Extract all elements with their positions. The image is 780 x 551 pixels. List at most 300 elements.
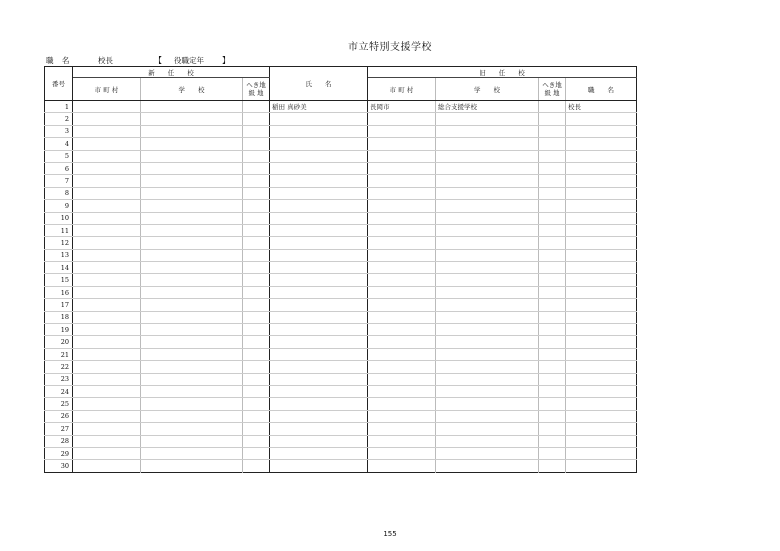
old-school-cell — [436, 447, 539, 459]
new-remote-cell — [243, 324, 270, 336]
old-remote-cell — [539, 200, 566, 212]
new-remote-cell — [243, 125, 270, 137]
old-remote-cell — [539, 311, 566, 323]
job-title-cell — [566, 373, 637, 385]
row-number: 5 — [45, 150, 73, 162]
job-title-cell — [566, 435, 637, 447]
name-cell — [270, 336, 368, 348]
retirement-note: 役職定年 — [174, 56, 204, 65]
old-remote-cell — [539, 286, 566, 298]
new-municipality-cell — [73, 435, 141, 447]
table-row — [45, 101, 637, 113]
table-row — [45, 311, 637, 323]
header-new-remote-top: へき地 — [246, 81, 266, 89]
row-number: 18 — [45, 311, 73, 323]
new-municipality-cell — [73, 224, 141, 236]
old-school-cell — [436, 224, 539, 236]
new-school-cell — [141, 249, 243, 261]
job-title-cell — [566, 361, 637, 373]
old-municipality-cell — [368, 125, 436, 137]
table-row — [45, 385, 637, 397]
new-remote-cell — [243, 336, 270, 348]
job-title-cell — [566, 398, 637, 410]
old-remote-cell — [539, 113, 566, 125]
old-remote-cell — [539, 398, 566, 410]
table-row — [45, 348, 637, 360]
job-title-cell — [566, 348, 637, 360]
new-remote-cell — [243, 361, 270, 373]
row-number: 23 — [45, 373, 73, 385]
table-row — [45, 361, 637, 373]
new-school-cell — [141, 435, 243, 447]
new-municipality-cell — [73, 150, 141, 162]
new-school-cell — [141, 274, 243, 286]
old-school-cell — [436, 311, 539, 323]
new-school-cell — [141, 447, 243, 459]
old-remote-cell — [539, 175, 566, 187]
name-cell — [270, 410, 368, 422]
header-new-municipality: 市 町 村 — [73, 78, 141, 101]
old-municipality-cell — [368, 113, 436, 125]
new-school-cell — [141, 385, 243, 397]
old-school-cell — [436, 373, 539, 385]
new-school-cell — [141, 101, 243, 113]
row-number: 2 — [45, 113, 73, 125]
old-remote-cell — [539, 423, 566, 435]
name-cell — [270, 187, 368, 199]
new-municipality-cell — [73, 113, 141, 125]
new-school-cell — [141, 423, 243, 435]
old-municipality-cell — [368, 274, 436, 286]
old-municipality-cell — [368, 398, 436, 410]
name-cell — [270, 150, 368, 162]
new-remote-cell — [243, 423, 270, 435]
new-school-cell — [141, 138, 243, 150]
row-number: 16 — [45, 286, 73, 298]
row-number: 17 — [45, 299, 73, 311]
new-remote-cell — [243, 348, 270, 360]
new-remote-cell — [243, 150, 270, 162]
old-remote-cell — [539, 447, 566, 459]
header-new-remote-bottom: 級 地 — [248, 89, 264, 97]
old-municipality-cell — [368, 224, 436, 236]
new-municipality-cell — [73, 398, 141, 410]
position-label: 職 名 — [46, 56, 73, 65]
new-remote-cell — [243, 435, 270, 447]
new-remote-cell — [243, 373, 270, 385]
old-municipality-cell — [368, 262, 436, 274]
new-municipality-cell — [73, 299, 141, 311]
new-remote-cell — [243, 224, 270, 236]
header-name: 氏 名 — [270, 67, 368, 101]
new-remote-cell — [243, 138, 270, 150]
name-cell — [270, 311, 368, 323]
new-school-cell — [141, 113, 243, 125]
new-municipality-cell — [73, 237, 141, 249]
old-municipality-cell — [368, 187, 436, 199]
new-municipality-cell — [73, 138, 141, 150]
new-school-cell — [141, 311, 243, 323]
old-remote-cell — [539, 336, 566, 348]
old-school-cell — [436, 200, 539, 212]
job-title-cell — [566, 324, 637, 336]
row-number: 13 — [45, 249, 73, 261]
old-remote-cell — [539, 212, 566, 224]
old-municipality-cell — [368, 212, 436, 224]
page-number: 155 — [383, 530, 397, 538]
header-old-post: 旧 任 校 — [368, 67, 637, 78]
new-municipality-cell — [73, 423, 141, 435]
old-school-cell — [436, 212, 539, 224]
row-number: 24 — [45, 385, 73, 397]
header-number: 番号 — [45, 67, 73, 101]
table-row — [45, 398, 637, 410]
table-row — [45, 113, 637, 125]
new-municipality-cell — [73, 125, 141, 137]
old-remote-cell — [539, 249, 566, 261]
old-remote-cell — [539, 138, 566, 150]
table-row — [45, 187, 637, 199]
row-number: 30 — [45, 460, 73, 472]
row-number: 1 — [45, 101, 73, 113]
header-job-title: 職 名 — [566, 78, 637, 101]
new-municipality-cell — [73, 311, 141, 323]
old-municipality-cell — [368, 361, 436, 373]
name-cell — [270, 274, 368, 286]
old-municipality-cell — [368, 286, 436, 298]
new-municipality-cell — [73, 373, 141, 385]
row-number: 7 — [45, 175, 73, 187]
table-row — [45, 423, 637, 435]
job-title-cell — [566, 138, 637, 150]
name-cell — [270, 237, 368, 249]
old-school-cell: 総合支援学校 — [436, 101, 539, 113]
new-school-cell — [141, 125, 243, 137]
old-school-cell — [436, 237, 539, 249]
table-row — [45, 373, 637, 385]
old-remote-cell — [539, 361, 566, 373]
new-municipality-cell — [73, 361, 141, 373]
row-number: 9 — [45, 200, 73, 212]
old-school-cell — [436, 299, 539, 311]
old-remote-cell — [539, 262, 566, 274]
new-school-cell — [141, 373, 243, 385]
header-old-remote-top: へき地 — [542, 81, 562, 89]
name-cell — [270, 361, 368, 373]
row-number: 22 — [45, 361, 73, 373]
old-remote-cell — [539, 348, 566, 360]
row-number: 3 — [45, 125, 73, 137]
job-title-cell: 校長 — [566, 101, 637, 113]
new-municipality-cell — [73, 212, 141, 224]
bracket-close: 】 — [222, 56, 230, 65]
new-municipality-cell — [73, 162, 141, 174]
name-cell — [270, 435, 368, 447]
new-remote-cell — [243, 274, 270, 286]
old-school-cell — [436, 249, 539, 261]
old-municipality-cell — [368, 423, 436, 435]
new-school-cell — [141, 398, 243, 410]
new-municipality-cell — [73, 286, 141, 298]
new-school-cell — [141, 410, 243, 422]
job-title-cell — [566, 200, 637, 212]
new-school-cell — [141, 162, 243, 174]
new-school-cell — [141, 299, 243, 311]
new-remote-cell — [243, 286, 270, 298]
new-school-cell — [141, 150, 243, 162]
job-title-cell — [566, 212, 637, 224]
old-municipality-cell — [368, 435, 436, 447]
old-school-cell — [436, 435, 539, 447]
old-remote-cell — [539, 373, 566, 385]
row-number: 12 — [45, 237, 73, 249]
table-row — [45, 274, 637, 286]
old-municipality-cell — [368, 162, 436, 174]
table-row — [45, 125, 637, 137]
row-number: 29 — [45, 447, 73, 459]
row-number: 20 — [45, 336, 73, 348]
old-municipality-cell — [368, 373, 436, 385]
table-row — [45, 299, 637, 311]
old-municipality-cell — [368, 175, 436, 187]
old-school-cell — [436, 113, 539, 125]
job-title-cell — [566, 150, 637, 162]
job-title-cell — [566, 423, 637, 435]
new-municipality-cell — [73, 348, 141, 360]
header-new-post: 新 任 校 — [73, 67, 270, 78]
table-row — [45, 262, 637, 274]
row-number: 26 — [45, 410, 73, 422]
new-municipality-cell — [73, 460, 141, 472]
job-title-cell — [566, 311, 637, 323]
table-row — [45, 249, 637, 261]
name-cell — [270, 113, 368, 125]
job-title-cell — [566, 262, 637, 274]
job-title-cell — [566, 286, 637, 298]
new-municipality-cell — [73, 447, 141, 459]
table-row — [45, 286, 637, 298]
bracket-open: 【 — [154, 56, 162, 65]
new-municipality-cell — [73, 336, 141, 348]
name-cell — [270, 385, 368, 397]
table-row — [45, 138, 637, 150]
old-remote-cell — [539, 410, 566, 422]
job-title-cell — [566, 224, 637, 236]
new-municipality-cell — [73, 274, 141, 286]
new-remote-cell — [243, 447, 270, 459]
row-number: 15 — [45, 274, 73, 286]
table-row — [45, 200, 637, 212]
new-remote-cell — [243, 200, 270, 212]
row-number: 14 — [45, 262, 73, 274]
table-row — [45, 435, 637, 447]
new-school-cell — [141, 324, 243, 336]
old-school-cell — [436, 385, 539, 397]
old-remote-cell — [539, 162, 566, 174]
new-remote-cell — [243, 398, 270, 410]
name-cell — [270, 125, 368, 137]
old-remote-cell — [539, 435, 566, 447]
name-cell: 稲田 真砂美 — [270, 101, 368, 113]
new-school-cell — [141, 262, 243, 274]
old-municipality-cell — [368, 336, 436, 348]
row-number: 10 — [45, 212, 73, 224]
old-municipality-cell — [368, 348, 436, 360]
old-remote-cell — [539, 385, 566, 397]
old-remote-cell — [539, 101, 566, 113]
name-cell — [270, 423, 368, 435]
row-number: 6 — [45, 162, 73, 174]
job-title-cell — [566, 385, 637, 397]
header-old-municipality: 市 町 村 — [368, 78, 436, 101]
header-old-remote-bottom: 級 地 — [544, 89, 560, 97]
old-school-cell — [436, 175, 539, 187]
job-title-cell — [566, 447, 637, 459]
new-municipality-cell — [73, 175, 141, 187]
old-municipality-cell — [368, 237, 436, 249]
new-school-cell — [141, 212, 243, 224]
old-remote-cell — [539, 237, 566, 249]
new-school-cell — [141, 286, 243, 298]
row-number: 19 — [45, 324, 73, 336]
old-municipality-cell — [368, 385, 436, 397]
new-remote-cell — [243, 187, 270, 199]
new-school-cell — [141, 348, 243, 360]
new-municipality-cell — [73, 200, 141, 212]
job-title-cell — [566, 274, 637, 286]
old-remote-cell — [539, 274, 566, 286]
old-remote-cell — [539, 299, 566, 311]
new-remote-cell — [243, 385, 270, 397]
old-municipality-cell — [368, 299, 436, 311]
old-municipality-cell — [368, 138, 436, 150]
table-row — [45, 175, 637, 187]
old-municipality-cell — [368, 200, 436, 212]
old-municipality-cell — [368, 447, 436, 459]
old-municipality-cell — [368, 324, 436, 336]
table-row — [45, 460, 637, 472]
old-school-cell — [436, 262, 539, 274]
old-school-cell — [436, 162, 539, 174]
name-cell — [270, 200, 368, 212]
job-title-cell — [566, 336, 637, 348]
old-municipality-cell: 長岡市 — [368, 101, 436, 113]
old-school-cell — [436, 324, 539, 336]
old-remote-cell — [539, 150, 566, 162]
new-school-cell — [141, 200, 243, 212]
name-cell — [270, 286, 368, 298]
new-remote-cell — [243, 410, 270, 422]
name-cell — [270, 324, 368, 336]
old-school-cell — [436, 187, 539, 199]
table-row — [45, 324, 637, 336]
table-row — [45, 336, 637, 348]
name-cell — [270, 162, 368, 174]
name-cell — [270, 447, 368, 459]
new-remote-cell — [243, 162, 270, 174]
row-number: 25 — [45, 398, 73, 410]
name-cell — [270, 262, 368, 274]
name-cell — [270, 224, 368, 236]
row-number: 11 — [45, 224, 73, 236]
new-remote-cell — [243, 299, 270, 311]
row-number: 27 — [45, 423, 73, 435]
name-cell — [270, 175, 368, 187]
old-municipality-cell — [368, 249, 436, 261]
row-number: 28 — [45, 435, 73, 447]
old-school-cell — [436, 460, 539, 472]
old-school-cell — [436, 410, 539, 422]
table-row — [45, 224, 637, 236]
old-remote-cell — [539, 224, 566, 236]
new-municipality-cell — [73, 187, 141, 199]
page-title: 市立特別支援学校 — [348, 42, 432, 53]
old-school-cell — [436, 150, 539, 162]
new-school-cell — [141, 460, 243, 472]
old-school-cell — [436, 125, 539, 137]
new-municipality-cell — [73, 410, 141, 422]
old-school-cell — [436, 361, 539, 373]
job-title-cell — [566, 299, 637, 311]
old-municipality-cell — [368, 460, 436, 472]
header-old-remote — [539, 78, 566, 101]
old-school-cell — [436, 336, 539, 348]
name-cell — [270, 249, 368, 261]
job-title-cell — [566, 460, 637, 472]
old-school-cell — [436, 138, 539, 150]
row-number: 8 — [45, 187, 73, 199]
table-row — [45, 162, 637, 174]
row-number: 21 — [45, 348, 73, 360]
table-row — [45, 150, 637, 162]
new-municipality-cell — [73, 385, 141, 397]
new-remote-cell — [243, 237, 270, 249]
old-school-cell — [436, 274, 539, 286]
header-old-school: 学 校 — [436, 78, 539, 101]
job-title-cell — [566, 249, 637, 261]
old-school-cell — [436, 423, 539, 435]
old-remote-cell — [539, 460, 566, 472]
personnel-table — [44, 66, 637, 473]
new-remote-cell — [243, 460, 270, 472]
name-cell — [270, 299, 368, 311]
table-row — [45, 237, 637, 249]
new-school-cell — [141, 187, 243, 199]
position-value: 校長 — [98, 56, 113, 65]
new-municipality-cell — [73, 249, 141, 261]
job-title-cell — [566, 410, 637, 422]
name-cell — [270, 348, 368, 360]
new-remote-cell — [243, 249, 270, 261]
new-municipality-cell — [73, 262, 141, 274]
new-school-cell — [141, 224, 243, 236]
old-school-cell — [436, 286, 539, 298]
table-row — [45, 447, 637, 459]
name-cell — [270, 398, 368, 410]
new-school-cell — [141, 175, 243, 187]
table-row — [45, 410, 637, 422]
table-row — [45, 212, 637, 224]
old-municipality-cell — [368, 410, 436, 422]
name-cell — [270, 138, 368, 150]
old-municipality-cell — [368, 311, 436, 323]
new-school-cell — [141, 361, 243, 373]
name-cell — [270, 373, 368, 385]
old-school-cell — [436, 398, 539, 410]
job-title-cell — [566, 125, 637, 137]
new-school-cell — [141, 237, 243, 249]
job-title-cell — [566, 113, 637, 125]
